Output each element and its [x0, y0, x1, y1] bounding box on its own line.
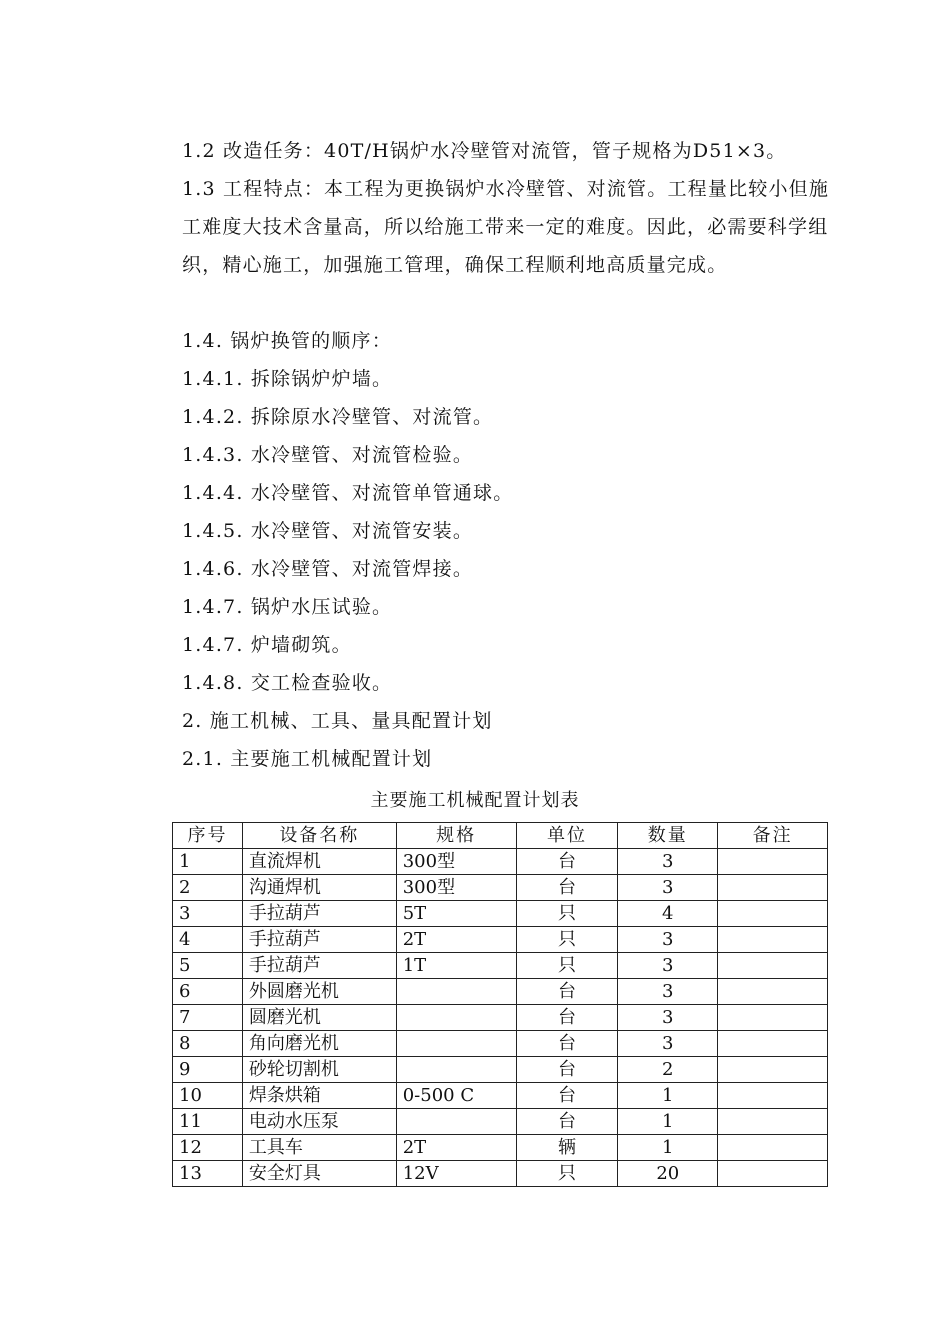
- cell-unit: 台: [516, 1083, 618, 1109]
- cell-quantity: 20: [618, 1161, 718, 1187]
- paragraph-project-features: 1.3 工程特点：本工程为更换锅炉水冷壁管、对流管。工程量比较小但施工难度大技术含量高，所以给施工带来一定的难度。因此，必需要科学组织，精心施工，加强施工管理，确保工程顺利地高质量完成。: [182, 178, 830, 276]
- header-cell: 序号: [173, 823, 243, 849]
- cell-unit: 只: [516, 927, 618, 953]
- cell-spec: [396, 1109, 516, 1135]
- cell-unit: 台: [516, 1109, 618, 1135]
- cell-quantity: 3: [618, 979, 718, 1005]
- table-header-row: [173, 823, 828, 849]
- cell-unit: 台: [516, 979, 618, 1005]
- cell-index: 12: [173, 1135, 243, 1161]
- cell-index: 3: [173, 901, 243, 927]
- header-cell: 单位: [516, 823, 618, 849]
- cell-equipment-name: 手拉葫芦: [242, 953, 396, 979]
- cell-spec: 2T: [396, 1135, 516, 1161]
- cell-index: 11: [173, 1109, 243, 1135]
- cell-index: 6: [173, 979, 243, 1005]
- cell-remark: [718, 979, 828, 1005]
- cell-quantity: 2: [618, 1057, 718, 1083]
- cell-equipment-name: 手拉葫芦: [242, 927, 396, 953]
- cell-equipment-name: 砂轮切割机: [242, 1057, 396, 1083]
- cell-spec: 12V: [396, 1161, 516, 1187]
- step-line: 1.4.6. 水冷壁管、对流管焊接。: [182, 558, 474, 580]
- cell-remark: [718, 927, 828, 953]
- cell-unit: 台: [516, 1057, 618, 1083]
- heading-tube-replacement-order: 1.4. 锅炉换管的顺序：: [182, 330, 392, 352]
- cell-quantity: 3: [618, 1005, 718, 1031]
- cell-quantity: 4: [618, 901, 718, 927]
- cell-spec: [396, 1057, 516, 1083]
- cell-remark: [718, 1031, 828, 1057]
- cell-unit: 台: [516, 1031, 618, 1057]
- cell-spec: [396, 979, 516, 1005]
- cell-quantity: 1: [618, 1083, 718, 1109]
- table-caption: 主要施工机械配置计划表: [370, 790, 580, 811]
- cell-remark: [718, 1057, 828, 1083]
- table-row: [173, 1161, 828, 1187]
- cell-unit: 台: [516, 875, 618, 901]
- cell-remark: [718, 1161, 828, 1187]
- cell-unit: 辆: [516, 1135, 618, 1161]
- cell-index: 5: [173, 953, 243, 979]
- cell-quantity: 3: [618, 953, 718, 979]
- cell-spec: 1T: [396, 953, 516, 979]
- cell-spec: 2T: [396, 927, 516, 953]
- step-line: 1.4.4. 水冷壁管、对流管单管通球。: [182, 482, 514, 504]
- cell-quantity: 3: [618, 849, 718, 875]
- cell-remark: [718, 1083, 828, 1109]
- table-row: [173, 875, 828, 901]
- cell-remark: [718, 875, 828, 901]
- cell-index: 7: [173, 1005, 243, 1031]
- cell-index: 9: [173, 1057, 243, 1083]
- cell-remark: [718, 901, 828, 927]
- cell-index: 8: [173, 1031, 243, 1057]
- cell-spec: 0-500 C: [396, 1083, 516, 1109]
- cell-equipment-name: 工具车: [242, 1135, 396, 1161]
- cell-equipment-name: 角向磨光机: [242, 1031, 396, 1057]
- cell-unit: 只: [516, 953, 618, 979]
- cell-equipment-name: 手拉葫芦: [242, 901, 396, 927]
- cell-equipment-name: 圆磨光机: [242, 1005, 396, 1031]
- step-line: 1.4.7. 炉墙砌筑。: [182, 634, 352, 656]
- cell-remark: [718, 1135, 828, 1161]
- cell-equipment-name: 沟通焊机: [242, 875, 396, 901]
- step-line: 1.4.5. 水冷壁管、对流管安装。: [182, 520, 474, 542]
- table-row: [173, 927, 828, 953]
- cell-spec: 300型: [396, 875, 516, 901]
- header-cell: 备注: [718, 823, 828, 849]
- header-cell: 设备名称: [242, 823, 396, 849]
- cell-spec: 5T: [396, 901, 516, 927]
- table-row: [173, 1083, 828, 1109]
- cell-index: 4: [173, 927, 243, 953]
- table-row: [173, 1057, 828, 1083]
- cell-quantity: 3: [618, 875, 718, 901]
- cell-remark: [718, 1005, 828, 1031]
- step-line: 1.4.2. 拆除原水冷壁管、对流管。: [182, 406, 494, 428]
- cell-quantity: 1: [618, 1135, 718, 1161]
- step-line: 1.4.8. 交工检查验收。: [182, 672, 393, 694]
- cell-equipment-name: 安全灯具: [242, 1161, 396, 1187]
- table-row: [173, 901, 828, 927]
- cell-quantity: 1: [618, 1109, 718, 1135]
- cell-spec: [396, 1031, 516, 1057]
- cell-remark: [718, 1109, 828, 1135]
- step-line: 1.4.7. 锅炉水压试验。: [182, 596, 393, 618]
- cell-spec: [396, 1005, 516, 1031]
- paragraph-renovation-task: 1.2 改造任务：40T/H锅炉水冷壁管对流管，管子规格为D51×3。: [182, 140, 787, 162]
- cell-index: 2: [173, 875, 243, 901]
- cell-remark: [718, 953, 828, 979]
- cell-index: 10: [173, 1083, 243, 1109]
- cell-unit: 台: [516, 849, 618, 875]
- cell-index: 1: [173, 849, 243, 875]
- cell-index: 13: [173, 1161, 243, 1187]
- table-row: [173, 979, 828, 1005]
- cell-remark: [718, 849, 828, 875]
- equipment-table: [172, 822, 828, 1187]
- cell-equipment-name: 焊条烘箱: [242, 1083, 396, 1109]
- cell-unit: 只: [516, 901, 618, 927]
- table-row: [173, 1109, 828, 1135]
- header-cell: 数量: [618, 823, 718, 849]
- cell-quantity: 3: [618, 927, 718, 953]
- table-row: [173, 1031, 828, 1057]
- table-row: [173, 849, 828, 875]
- section-heading: 2. 施工机械、工具、量具配置计划: [182, 710, 493, 732]
- table-row: [173, 953, 828, 979]
- table-row: [173, 1135, 828, 1161]
- cell-equipment-name: 外圆磨光机: [242, 979, 396, 1005]
- step-line: 1.4.1. 拆除锅炉炉墙。: [182, 368, 393, 390]
- cell-equipment-name: 电动水压泵: [242, 1109, 396, 1135]
- table-row: [173, 1005, 828, 1031]
- cell-equipment-name: 直流焊机: [242, 849, 396, 875]
- cell-spec: 300型: [396, 849, 516, 875]
- header-cell: 规格: [396, 823, 516, 849]
- step-line: 1.4.3. 水冷壁管、对流管检验。: [182, 444, 474, 466]
- cell-unit: 只: [516, 1161, 618, 1187]
- cell-quantity: 3: [618, 1031, 718, 1057]
- cell-unit: 台: [516, 1005, 618, 1031]
- subsection-heading: 2.1. 主要施工机械配置计划: [182, 748, 433, 770]
